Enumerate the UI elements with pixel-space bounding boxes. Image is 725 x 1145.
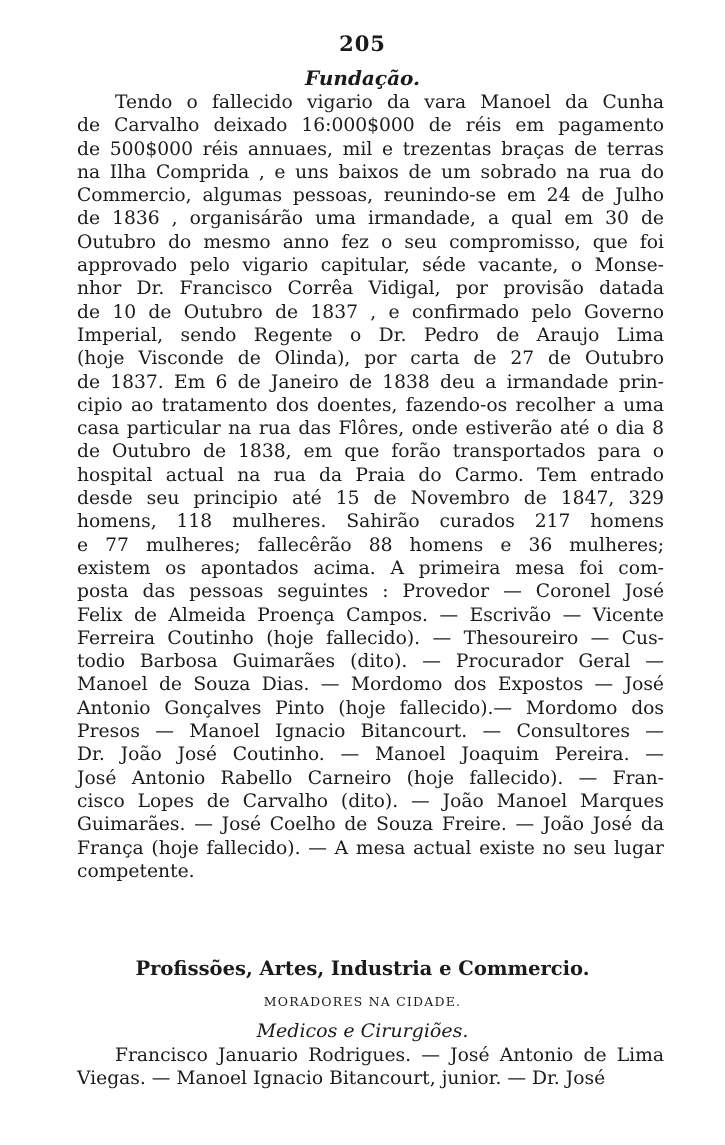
section-title: Fundação. (305, 66, 420, 90)
text-line: José Antonio Rabello Carneiro (hoje fallecido). — Fran- (77, 767, 664, 789)
text-line: (hoje Visconde de Olinda), por carta de 27 de Outubro (77, 348, 664, 370)
text-line: Outubro do mesmo anno fez o seu compromisso, que foi (77, 231, 664, 253)
text-line: e 77 mulheres; fallecêrão 88 homens e 36 mulheres; (77, 534, 664, 556)
text-line: na Ilha Comprida , e uns baixos de um sobrado na rua do (77, 161, 664, 183)
page-number: 205 (339, 31, 386, 56)
text-line: Antonio Gonçalves Pinto (hoje fallecido).— Mordomo dos (77, 697, 664, 719)
text-line: de 1837. Em 6 de Janeiro de 1838 deu a irmandade prin- (77, 371, 664, 393)
section-subheading: MORADORES NA CIDADE. (263, 994, 462, 1009)
text-line: cipio ao tratamento dos doentes, fazendo-os recolher a uma (77, 394, 664, 416)
category-heading: Medicos e Cirurgiões. (256, 1020, 469, 1042)
chapter-heading: Profissões, Artes, Industria e Commercio. (135, 957, 590, 980)
names-paragraph (77, 1044, 664, 1091)
text-line: Presos — Manoel Ignacio Bitancourt. — Consultores — (77, 721, 664, 743)
text-line: Francisco Januario Rodrigues. — José Antonio de Lima (115, 1045, 664, 1066)
text-line: approvado pelo vigario capitular, séde vacante, o Monse- (77, 255, 664, 277)
text-line: Guimarães. — José Coelho de Souza Freire. — João José da (77, 814, 664, 836)
text-line: hospital actual na rua da Praia do Carmo. Tem entrado (77, 464, 664, 486)
text-line: de 500$000 réis annuaes, mil e trezentas braças de terras (77, 138, 664, 160)
text-line: posta das pessoas seguintes : Provedor — Coronel José (77, 581, 664, 603)
text-line: Viegas. — Manoel Ignacio Bitancourt, junior. — Dr. José (77, 1068, 606, 1090)
text-line: Tendo o fallecido vigario da vara Manoel da Cunha (115, 92, 664, 113)
text-line: de 10 de Outubro de 1837 , e confirmado pelo Governo (77, 301, 664, 323)
text-line: Felix de Almeida Proença Campos. — Escrivão — Vicente (77, 604, 664, 626)
text-line: Imperial, sendo Regente o Dr. Pedro de Araujo Lima (77, 324, 664, 346)
body-paragraph (77, 91, 664, 883)
text-line: Commercio, algumas pessoas, reunindo-se em 24 de Julho (77, 185, 664, 207)
text-line: França (hoje fallecido). — A mesa actual existe no seu lugar (77, 837, 664, 859)
text-line: Ferreira Coutinho (hoje fallecido). — Thesoureiro — Cus- (77, 627, 664, 649)
text-line: existem os apontados acima. A primeira mesa foi com- (77, 557, 664, 579)
text-line: casa particular na rua das Flôres, onde estiverão até o dia 8 (77, 418, 664, 440)
text-line: homens, 118 mulheres. Sahirão curados 217 homens (77, 511, 664, 533)
text-line: todio Barbosa Guimarães (dito). — Procurador Geral — (77, 651, 664, 673)
text-line: nhor Dr. Francisco Corrêa Vidigal, por provisão datada (77, 278, 664, 300)
text-line: Dr. João José Coutinho. — Manoel Joaquim Pereira. — (77, 744, 664, 766)
text-line: desde seu principio até 15 de Novembro de 1847, 329 (77, 488, 664, 510)
text-line: competente. (77, 860, 195, 882)
text-line: Manoel de Souza Dias. — Mordomo dos Expostos — José (77, 674, 664, 696)
text-line: de 1836 , organisárão uma irmandade, a qual em 30 de (77, 208, 664, 230)
text-line: de Outubro de 1838, em que forão transportados para o (77, 441, 664, 463)
text-line: cisco Lopes de Carvalho (dito). — João Manoel Marques (77, 790, 664, 812)
text-line: de Carvalho deixado 16:000$000 de réis em pagamento (77, 115, 664, 137)
